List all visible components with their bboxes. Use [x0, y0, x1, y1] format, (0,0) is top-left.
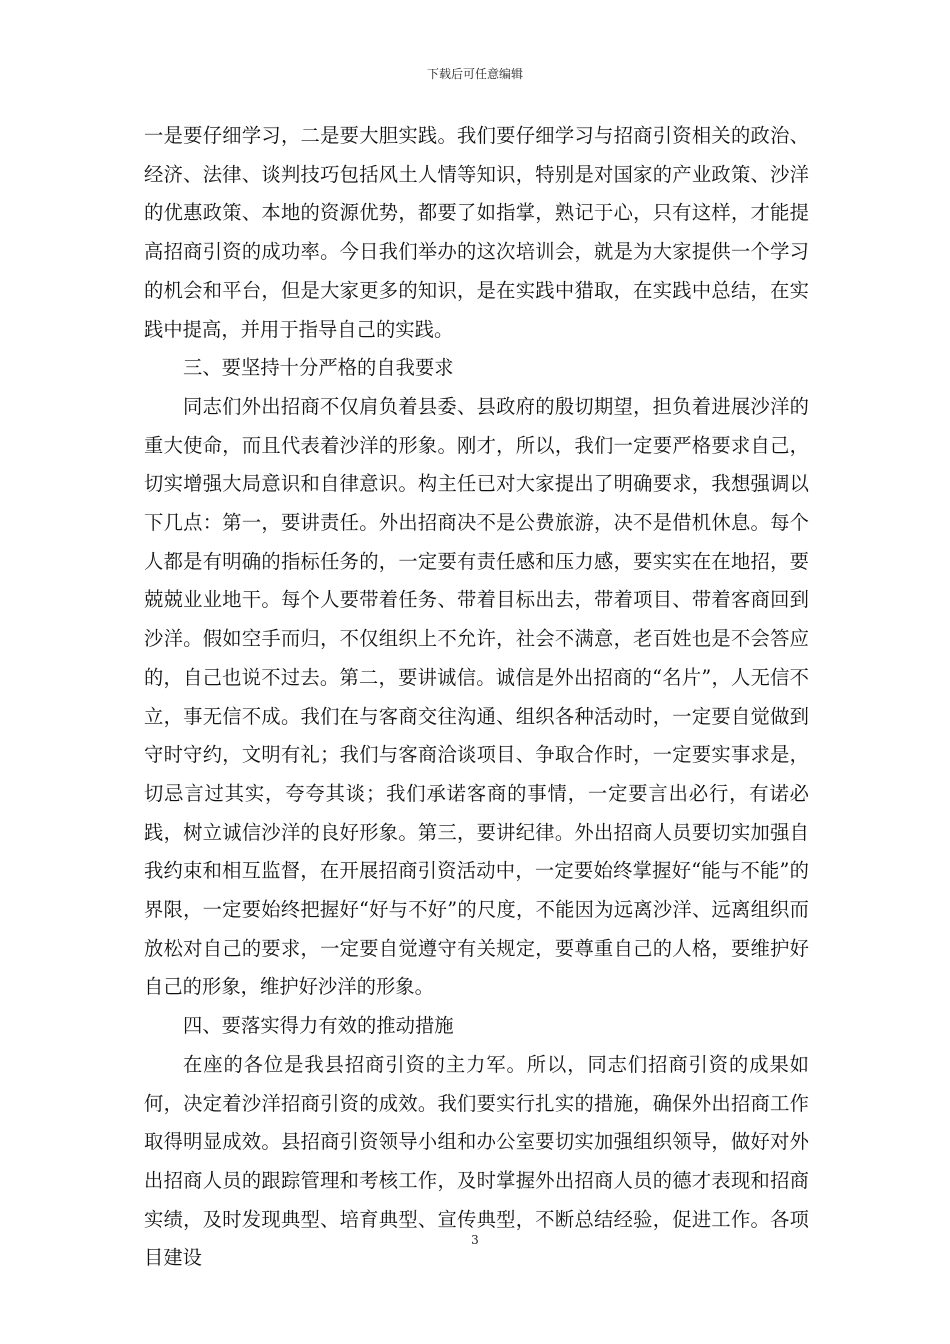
body-paragraph: 同志们外出招商不仅肩负着县委、县政府的殷切期望，担负着进展沙洋的重大使命，而且代表着沙洋的形象。刚才，所以，我们一定要严格要求自己，切实增强大局意识和自律意识。构主任已对大家提出了明确要求，我想强调以下几点：第一，要讲责任。外出招商决不是公费旅游，决不是借机休息。每个人都是有明确的指标任务的，一定要有责任感和压力感，要实实在在地招，要兢兢业业地干。每个人要带着任务、带着目标出去，带着项目、带着客商回到沙洋。假如空手而归，不仅组织上不允许，社会不满意，老百姓也是不会答应的，自己也说不过去。第二，要讲诚信。诚信是外出招商的“名片”，人无信不立，事无信不成。我们在与客商交往沟通、组织各种活动时，一定要自觉做到守时守约，文明有礼；我们与客商洽谈项目、争取合作时，一定要实事求是，切忌言过其实，夸夸其谈；我们承诺客商的事情，一定要言出必行，有诺必践，树立诚信沙洋的良好形象。第三，要讲纪律。外出招商人员要切实加强自我约束和相互监督，在开展招商引资活动中，一定要始终掌握好“能与不能”的界限，一定要始终把握好“好与不好”的尺度，不能因为远离沙洋、远离组织而放松对自己的要求，一定要自觉遵守有关规定，要尊重自己的人格，要维护好自己的形象，维护好沙洋的形象。	[144, 394, 809, 999]
body-paragraph: 一是要仔细学习，二是要大胆实践。我们要仔细学习与招商引资相关的政治、经济、法律、谈判技巧包括风土人情等知识，特别是对国家的产业政策、沙洋的优惠政策、本地的资源优势，都要了如指掌，熟记于心，只有这样，才能提高招商引资的成功率。今日我们举办的这次培训会，就是为大家提供一个学习的机会和平台，但是大家更多的知识，是在实践中猎取，在实践中总结，在实践中提高，并用于指导自己的实践。	[144, 124, 809, 341]
section-heading-four: 四、要落实得力有效的推动措施	[183, 1014, 454, 1038]
section-heading-three: 三、要坚持十分严格的自我要求	[183, 356, 454, 380]
body-paragraph: 在座的各位是我县招商引资的主力军。所以，同志们招商引资的成果如何，决定着沙洋招商引资的成效。我们要实行扎实的措施，确保外出招商工作取得明显成效。县招商引资领导小组和办公室要切实加强组织领导，做好对外出招商人员的跟踪管理和考核工作，及时掌握外出招商人员的德才表现和招商实绩，及时发现典型、培育典型、宣传典型，不断总结经验，促进工作。各项目建设	[144, 1052, 809, 1270]
document-body	[144, 117, 809, 1278]
page-number: 3	[471, 1233, 479, 1247]
page-header: 下载后可任意编辑	[426, 67, 523, 81]
